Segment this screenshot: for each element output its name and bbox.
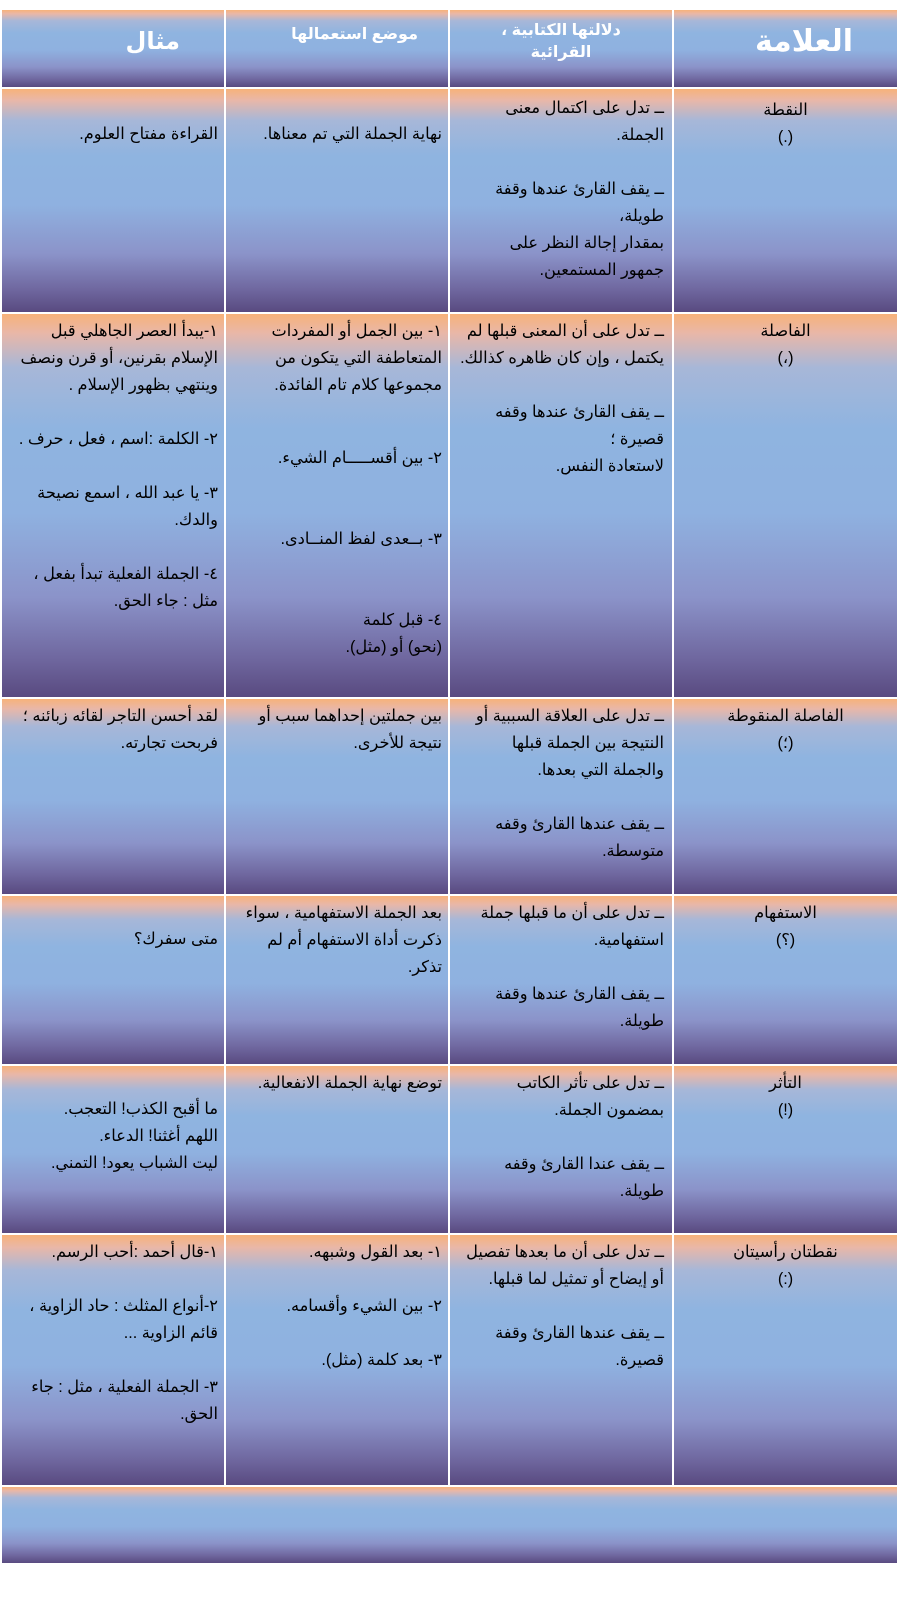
- row-6-mark-cell: [674, 1235, 897, 1485]
- row-6-position: [232, 1239, 442, 1374]
- meaning-item: ــ تدل على تأثر الكاتب بمضمون الجملة.: [516, 1074, 664, 1119]
- meaning-item: ــ يقف القارئ عندها وقفة طويلة، بمقدار إجالة النظر على جمهور المستمعين.: [495, 180, 664, 279]
- meaning-item: ــ يقف القارئ عندها وقفه قصيرة ؛ لاستعادة النفس.: [495, 403, 664, 475]
- mark-name: التأثر: [769, 1074, 802, 1092]
- position-item: ٢- بين الشيء وأقسامه.: [286, 1297, 442, 1315]
- position-item: توضع نهاية الجملة الانفعالية.: [257, 1074, 442, 1092]
- row-4-mark: [674, 900, 897, 954]
- header-example-cell: [2, 10, 224, 87]
- example-item: ٢- الكلمة :اسم ، فعل ، حرف .: [18, 430, 218, 448]
- row-2-meaning: [458, 318, 664, 480]
- row-4-mark-cell: [674, 896, 897, 1064]
- row-4-example: [8, 926, 218, 953]
- row-4-meaning: [458, 900, 664, 1035]
- row-5-position: [232, 1070, 442, 1097]
- header-mark-cell: [674, 10, 897, 87]
- position-item: ٣- بــعدى لفظ المنــادى.: [280, 530, 442, 548]
- row-6-mark: [674, 1239, 897, 1293]
- position-item: ١- بين الجمل أو المفردات المتعاطفة التي يتكون من مجموعها كلام تام الفائدة.: [271, 322, 442, 394]
- row-2-meaning-cell: [450, 314, 672, 697]
- meaning-item: ــ يقف عندا القارئ وقفه طويلة.: [504, 1155, 664, 1200]
- example-item: ١-يبدأ العصر الجاهلي قبل الإسلام بقرنين، أو قرن ونصف وينتهي بظهور الإسلام .: [20, 322, 218, 394]
- row-1-example-cell: [2, 89, 224, 312]
- row-3-mark-cell: [674, 699, 897, 894]
- position-item: نهاية الجملة التي تم معناها.: [263, 125, 442, 143]
- row-3-meaning: [458, 703, 664, 865]
- example-item: متى سفرك؟: [133, 930, 218, 948]
- row-1-meaning: [490, 95, 664, 284]
- row-3-example: [8, 703, 218, 757]
- row-2-position: [232, 318, 442, 661]
- header-meaning: دلالتها الكتابية ، القرائية: [501, 22, 621, 61]
- meaning-item: ــ يقف عندها القارئ وقفة قصيرة.: [495, 1324, 664, 1369]
- header-position: موضع استعمالها: [291, 26, 418, 43]
- example-item: ٤- الجملة الفعلية تبدأ بفعل ، مثل : جاء الحق.: [33, 565, 218, 610]
- mark-symbol: (،): [777, 349, 794, 367]
- row-2-mark: [674, 318, 897, 372]
- mark-name: الاستفهام: [754, 904, 817, 922]
- row-2-position-cell: [226, 314, 448, 697]
- row-4-meaning-cell: [450, 896, 672, 1064]
- position-item: ٢- بين أقســـــام الشيء.: [277, 449, 442, 467]
- mark-symbol: (!): [777, 1101, 794, 1119]
- row-3-meaning-cell: [450, 699, 672, 894]
- row-4-position-cell: [226, 896, 448, 1064]
- row-6-position-cell: [226, 1235, 448, 1485]
- example-item: ٣- يا عبد الله ، اسمع نصيحة والدك.: [37, 484, 218, 529]
- row-5-example: [8, 1096, 218, 1177]
- row-1-meaning-cell: [450, 89, 672, 312]
- row-5-mark: [674, 1070, 897, 1124]
- position-item: بعد الجملة الاستفهامية ، سواء ذكرت أداة الاستفهام أم لم تذكر.: [245, 904, 442, 976]
- row-1-position-cell: [226, 89, 448, 312]
- meaning-item: ــ تدل على أن المعنى قبلها لم يكتمل ، وإن كان ظاهره كذالك.: [460, 322, 664, 367]
- row-3-example-cell: [2, 699, 224, 894]
- meaning-item: ــ يقف عندها القارئ وقفه متوسطة.: [495, 815, 664, 860]
- row-6-example-cell: [2, 1235, 224, 1485]
- position-item: ٤- قبل كلمة (نحو) أو (مثل).: [345, 611, 442, 656]
- row-3-position-cell: [226, 699, 448, 894]
- meaning-item: ــ تدل على العلاقة السببية أو النتيجة بين الجملة قبلها والجملة التي بعدها.: [475, 707, 664, 779]
- row-4-position: [232, 900, 442, 981]
- row-3-position: [232, 703, 442, 757]
- example-item: ما أقبح الكذب! التعجب. اللهم أغثنا! الدعاء. ليت الشباب يعود! التمني.: [50, 1100, 218, 1172]
- example-item: ٢-أنواع المثلث : حاد الزاوية ، قائم الزاوية ...: [29, 1297, 218, 1342]
- row-2-example-cell: [2, 314, 224, 697]
- row-5-meaning: [480, 1070, 664, 1205]
- row-2-mark-cell: [674, 314, 897, 697]
- mark-symbol: (؛): [777, 734, 794, 752]
- row-6-meaning-cell: [450, 1235, 672, 1485]
- meaning-item: ــ تدل على أن ما قبلها جملة استفهامية.: [480, 904, 664, 949]
- row-6-meaning: [458, 1239, 664, 1374]
- mark-name: النقطة: [763, 101, 808, 119]
- row-5-position-cell: [226, 1066, 448, 1233]
- row-5-mark-cell: [674, 1066, 897, 1233]
- row-5-meaning-cell: [450, 1066, 672, 1233]
- meaning-item: ــ تدل على أن ما بعدها تفصيل أو إيضاح أو تمثيل لما قبلها.: [466, 1243, 664, 1288]
- example-item: لقد أحسن التاجر لقائه زبائنه ؛ فربحت تجارته.: [22, 707, 218, 752]
- row-1-example: [8, 121, 218, 148]
- row-2-example: [8, 318, 218, 615]
- mark-symbol: (:): [777, 1270, 794, 1288]
- row-1-mark: [674, 97, 897, 151]
- position-item: بين جملتين إحداهما سبب أو نتيجة للأخرى.: [258, 707, 442, 752]
- mark-name: نقطتان رأسيتان: [733, 1243, 838, 1261]
- header-meaning-cell: [450, 10, 672, 87]
- mark-symbol: (؟): [775, 931, 796, 949]
- position-item: ٣- بعد كلمة (مثل).: [321, 1351, 442, 1369]
- row-1-position: [232, 121, 442, 148]
- header-position-cell: [226, 10, 448, 87]
- example-item: ٣- الجملة الفعلية ، مثل : جاء الحق.: [31, 1378, 218, 1423]
- row-6-example: [8, 1239, 218, 1428]
- example-item: القراءة مفتاح العلوم.: [79, 125, 218, 143]
- row-3-mark: [674, 703, 897, 757]
- meaning-item: ــ تدل على اكتمال معنى الجملة.: [505, 99, 664, 144]
- header-example: مثال: [125, 28, 180, 55]
- header-mark: العلامة: [754, 25, 853, 58]
- mark-name: الفاصلة: [760, 322, 811, 340]
- meaning-item: ــ يقف القارئ عندها وقفة طويلة.: [495, 985, 664, 1030]
- row-1-mark-cell: [674, 89, 897, 312]
- mark-symbol: (.): [777, 128, 794, 146]
- footer-band: [2, 1487, 897, 1563]
- row-5-example-cell: [2, 1066, 224, 1233]
- example-item: ١-قال أحمد :أحب الرسم.: [51, 1243, 218, 1261]
- position-item: ١- بعد القول وشبهه.: [308, 1243, 442, 1261]
- mark-name: الفاصلة المنقوطة: [727, 707, 844, 725]
- row-4-example-cell: [2, 896, 224, 1064]
